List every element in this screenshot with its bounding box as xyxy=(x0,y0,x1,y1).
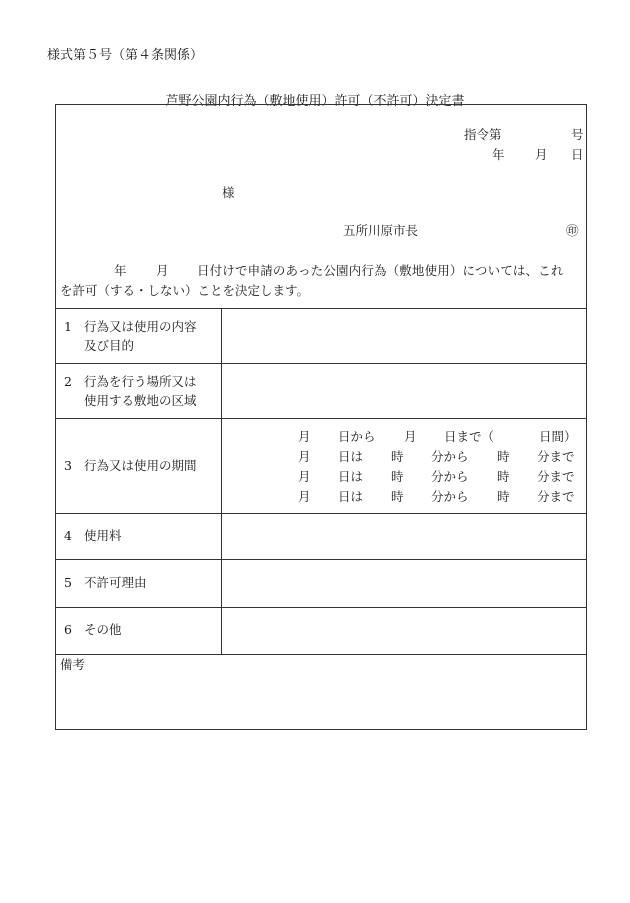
date-day-label: 日 xyxy=(571,147,584,162)
issuer-name: 五所川原市長 xyxy=(343,223,419,238)
row-4-label: 4 使用料 xyxy=(64,528,122,543)
addressee-suffix: 様 xyxy=(222,185,235,200)
body-text-line2: を許可（する・しない）ことを決定します。 xyxy=(60,283,310,298)
row-5-value[interactable] xyxy=(222,560,586,607)
directive-suffix: 号 xyxy=(571,127,584,142)
row-2-value[interactable] xyxy=(222,364,586,418)
remarks-value[interactable] xyxy=(56,675,586,729)
date-month-label: 月 xyxy=(535,147,548,162)
body-year-label: 年 xyxy=(114,263,127,278)
form-number: 様式第５号（第４条関係） xyxy=(47,48,204,63)
row-1-value[interactable] xyxy=(222,309,586,363)
remarks-label: 備考 xyxy=(60,657,86,672)
row-5-label: 5 不許可理由 xyxy=(64,575,147,590)
row-1-label-line2: 及び目的 xyxy=(84,338,135,353)
row-1-label: 1 行為又は使用の内容 xyxy=(64,319,197,334)
row-3-label: 3 行為又は使用の期間 xyxy=(64,458,197,473)
row-2-label-line2: 使用する敷地の区域 xyxy=(84,393,197,408)
seal-mark: ㊞ xyxy=(566,223,579,238)
row-3-period[interactable]: 月 日から 月 日まで（ 日間） 月 日は 時 分から 時 分まで 月 日は 時 分から 時 分まで 月 日は 時 分から 時 分まで xyxy=(298,429,577,504)
row-4-value[interactable] xyxy=(222,514,586,559)
directive-prefix: 指令第 xyxy=(464,127,502,142)
row-6-value[interactable] xyxy=(222,608,586,654)
form-frame xyxy=(55,104,587,730)
body-month-label: 月 xyxy=(156,263,169,278)
date-year-label: 年 xyxy=(492,147,505,162)
body-text-line1: 日付けで申請のあった公園内行為（敷地使用）については、これ xyxy=(197,263,564,278)
row-2-label: 2 行為を行う場所又は xyxy=(64,374,197,389)
document-title: 芦野公園内行為（敷地使用）許可（不許可）決定書 xyxy=(165,94,465,109)
row-6-label: 6 その他 xyxy=(64,622,122,637)
